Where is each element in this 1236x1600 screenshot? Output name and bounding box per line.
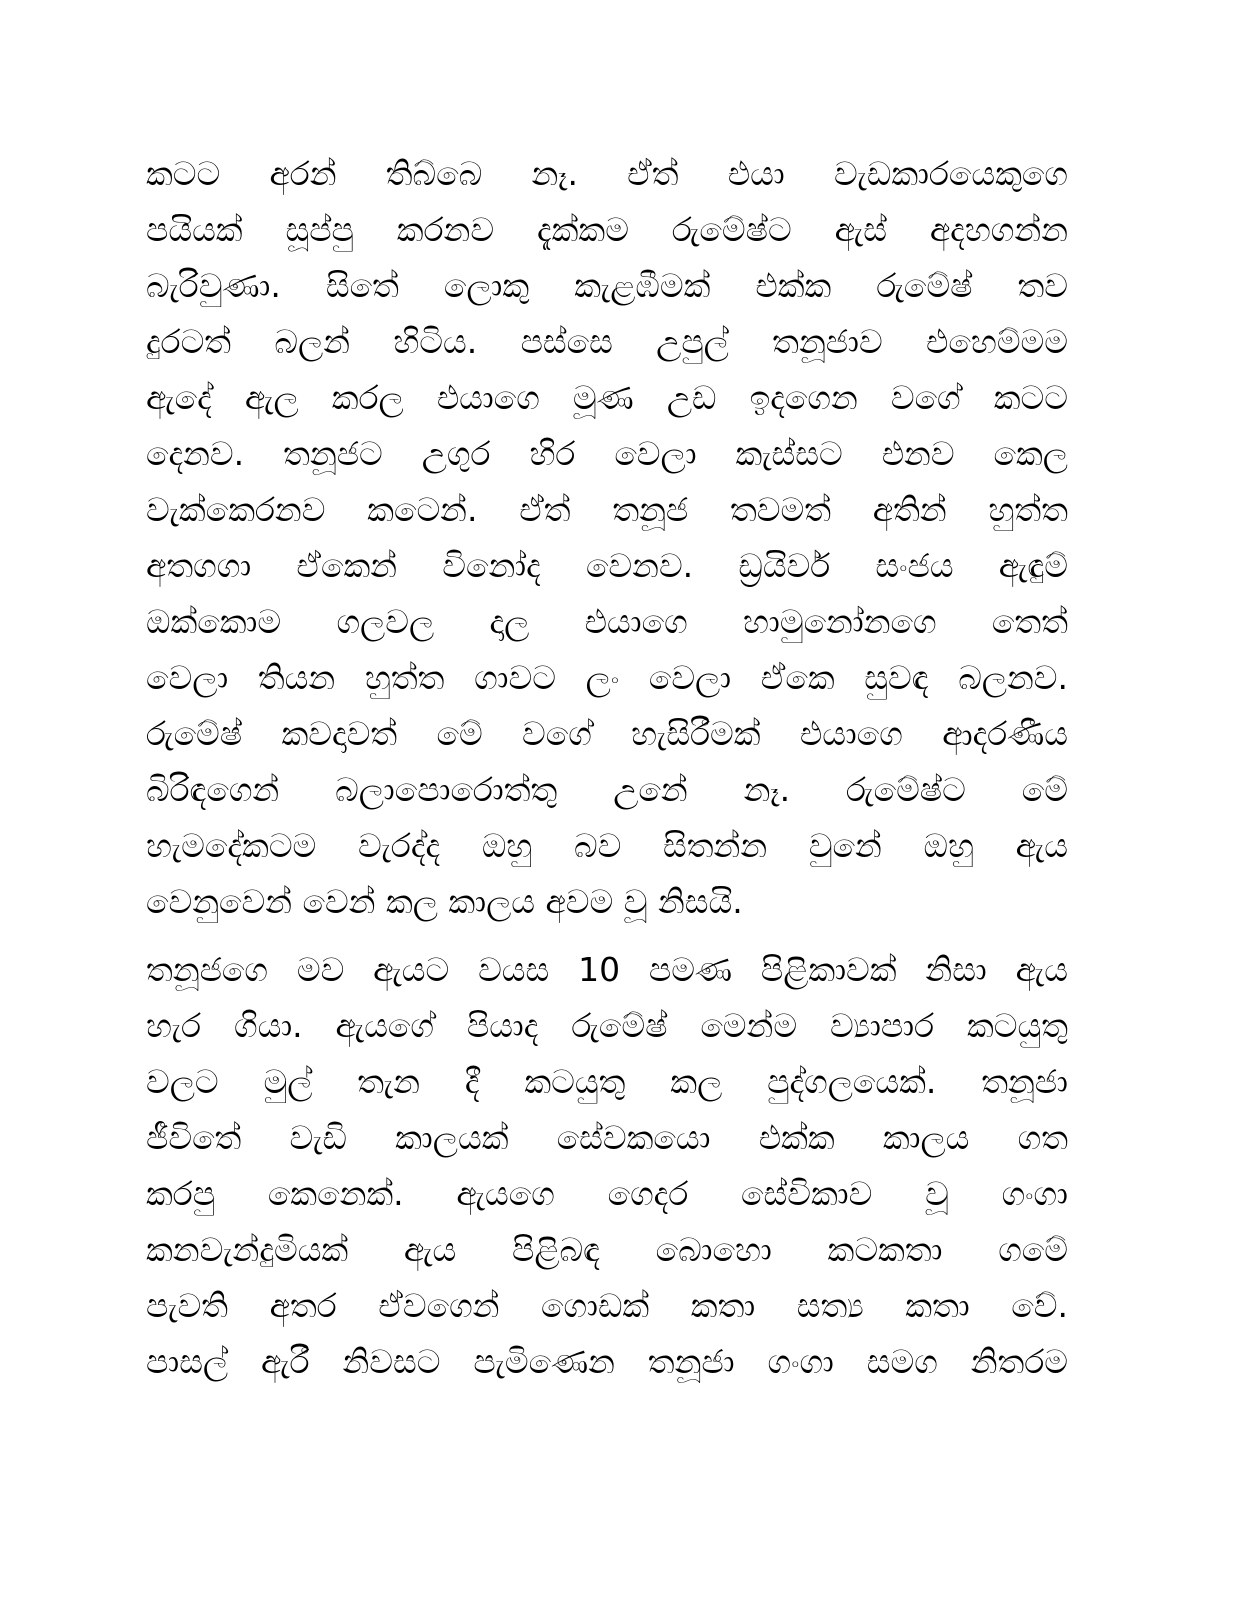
text-line: අතගගා ඒකෙන් විනෝද වෙනව. ඩ්‍රයිවර් සංජය ඇඳුම් [146, 546, 1068, 585]
text-line: දුරටත් බලන් හිටිය. පස්සෙ උපුල් තනූජාව එහෙම්මම [146, 322, 1068, 361]
text-line: රුමේෂ් කවදාවත් මේ වගේ හැසිරීමක් එයාගෙ ආදරණීය [146, 714, 1068, 753]
document-page [146, 146, 1068, 1390]
text-line: වෙනුවෙන් වෙන් කල කාලය අවම වූ නිසයි. [146, 882, 743, 921]
text-line: බිරිඳගෙන් බලාපොරොත්තු උනේ නෑ. රුමේෂ්ට මේ [146, 770, 1068, 809]
text-line: හැමදේකටම වැරද්ද ඔහු බව සිතන්න වුනේ ඔහු ඇය [146, 826, 1068, 865]
text-line: වලට මුල් තැන දී කටයුතු කල පුද්ගලයෙක්. තනූජා [146, 1062, 1068, 1101]
text-line: වෙලා තියන හුත්ත ගාවට ලං වෙලා ඒකෙ සුවඳ බලනව. [146, 658, 1068, 697]
text-line: කනවැන්දුමියක් ඇය පිළිබඳ බොහො කටකතා ගමේ [146, 1230, 1068, 1269]
text-line: පාසල් ඇරී නිවසට පැමිණෙන තනූජා ගංගා සමග නිතරම [146, 1342, 1068, 1381]
paragraph-gap [146, 930, 1068, 942]
text-line: තනූජගෙ මව ඇයට වයස 10 පමණ පිළිකාවක් නිසා ඇය [146, 950, 1068, 989]
text-line: හැර ගියා. ඇයගේ පියාද රුමේෂ් මෙන්ම ව්‍යාපාර කටයුතු [146, 1006, 1068, 1045]
text-line: වැක්කෙරනව කටෙන්. ඒත් තනූජ තවමත් අතින් හුත්ත [146, 490, 1068, 529]
text-line: පැවති අතර ඒවගෙන් ගොඩක් කතා සත්‍ය කතා වේ. [146, 1286, 1068, 1325]
text-line: ඇදේ ඇල කරල එයාගෙ මූණ උඩ ඉදගෙන වගේ කටට [146, 378, 1068, 417]
paragraph-2 [146, 942, 1068, 1390]
text-line: දෙනව. තනූජට උගුර හිර වෙලා කැස්සට එනව කෙල [146, 434, 1068, 473]
text-line: ජීවිතේ වැඩි කාලයක් සේවකයො එක්ක කාලය ගත [146, 1118, 1068, 1157]
text-line: කටට අරන් තිබ්බෙ නෑ. ඒත් එයා වැඩකාරයෙකුගෙ [146, 154, 1068, 193]
paragraph-1 [146, 146, 1068, 930]
text-line: ඔක්කොම ගලවල දාල එයාගෙ හාමුනෝනගෙ තෙත් [146, 602, 1068, 641]
text-line: කරපු කෙනෙක්. ඇයගෙ ගෙදර සේවිකාව වූ ගංගා [146, 1174, 1068, 1213]
text-line: බැරිවුණා. සිතේ ලොකු කැළඹීමක් එක්ක රුමේෂ් තව [146, 266, 1068, 305]
text-line: පයියක් සූප්පු කරනව දැක්කම රුමේෂ්ට ඇස් අදහගන්න [146, 210, 1068, 249]
